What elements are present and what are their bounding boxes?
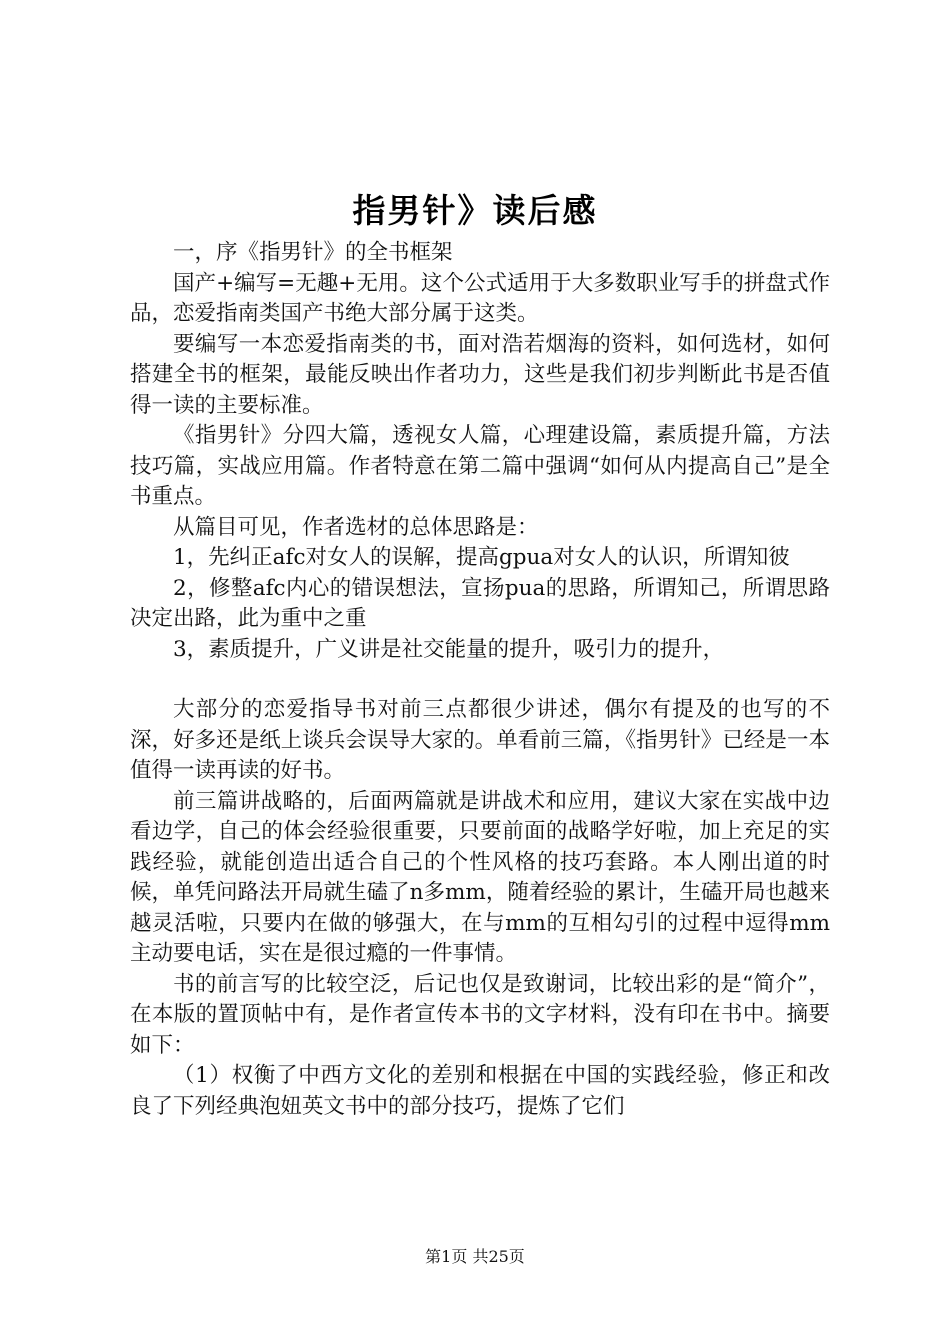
paragraph: 前三篇讲战略的，后面两篇就是讲战术和应用，建议大家在实战中边看边学，自己的体会经验很重要，只要前面的战略学好啦，加上充足的实践经验，就能创造出适合自己的个性风格的技巧套路。本人刚出道的时候，单凭问路法开局就生磕了n多mm，随着经验的累计，生磕开局也越来越灵活啦，只要内在做的够强大，在与mm的互相勾引的过程中逗得mm主动要电话，实在是很过瘾的一件事情。 — [130, 788, 830, 966]
document-title: 指男针》读后感 — [352, 191, 598, 230]
paragraph: 大部分的恋爱指导书对前三点都很少讲述，偶尔有提及的也写的不深，好多还是纸上谈兵会误导大家的。单看前三篇，《指男针》已经是一本值得一读再读的好书。 — [130, 697, 830, 783]
paragraph: 1，先纠正afc对女人的误解，提高gpua对女人的认识，所谓知彼 — [173, 545, 790, 570]
paragraph: 3，素质提升，广义讲是社交能量的提升，吸引力的提升， — [173, 636, 725, 662]
paragraph: 2，修整afc内心的错误想法，宣扬pua的思路，所谓知己，所谓思路决定出路，此为重中之重 — [130, 575, 830, 631]
paragraph: （1）权衡了中西方文化的差别和根据在中国的实践经验，修正和改良了下列经典泡妞英文书中的部分技巧，提炼了它们 — [130, 1063, 830, 1119]
paragraph: 从篇目可见，作者选材的总体思路是： — [173, 514, 539, 540]
paragraph: 《指男针》分四大篇，透视女人篇，心理建设篇，素质提升篇，方法技巧篇，实战应用篇。作者特意在第二篇中强调“如何从内提高自己”是全书重点。 — [130, 423, 830, 509]
document-body — [130, 238, 830, 1122]
paragraph: 要编写一本恋爱指南类的书，面对浩若烟海的资料，如何选材，如何搭建全书的框架，最能反映出作者功力，这些是我们初步判断此书是否值得一读的主要标准。 — [130, 331, 830, 418]
paragraph: 书的前言写的比较空泛，后记也仅是致谢词，比较出彩的是“简介”，在本版的置顶帖中有，是作者宣传本书的文字材料，没有印在书中。摘要如下： — [130, 971, 830, 1058]
paragraph: 国产+编写=无趣+无用。这个公式适用于大多数职业写手的拼盘式作品，恋爱指南类国产书绝大部分属于这类。 — [130, 270, 830, 326]
page-footer: 第1页 共25页 — [425, 1247, 525, 1266]
paragraph: 一，序《指男针》的全书框架 — [173, 240, 453, 265]
